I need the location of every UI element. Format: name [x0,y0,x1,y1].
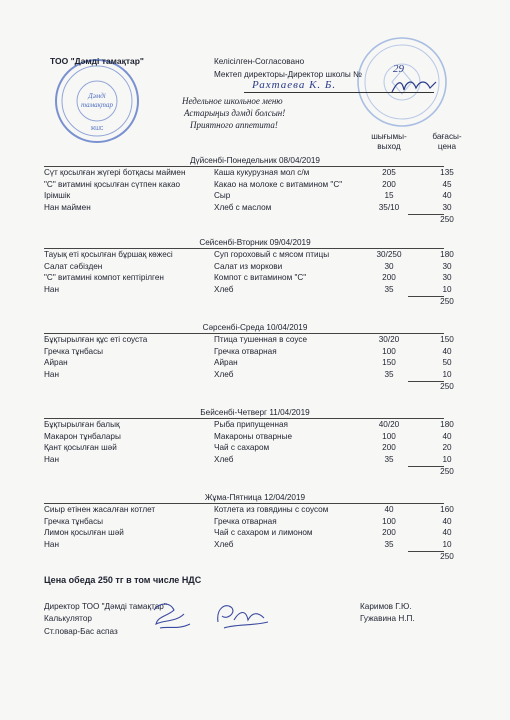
day-total: 250 [440,215,454,225]
dish-price: 180 [440,250,454,259]
dish-output: 40/20 [378,420,400,429]
dish-name-kz: "С" витамині қосылған сүтпен какао [44,179,181,189]
calculator-signature [150,600,194,634]
day-title-underline [44,418,444,419]
dish-name-ru: Гречка отварная [214,516,277,526]
menu-title: Недельное школьное меню [182,96,283,106]
day-title-underline [44,503,444,504]
company-stamp [54,58,140,144]
dish-name-ru: Сыр [214,191,231,201]
school-number: 29 [393,63,404,75]
dish-name-kz: Лимон қосылған шәй [44,528,124,538]
dish-output: 35 [384,369,394,379]
day-title-underline [44,166,444,167]
menu-wish-ru: Приятного аппетита! [190,120,278,130]
dish-name-ru: Птица тушенная в соусе [214,335,308,344]
dish-output: 100 [382,516,396,526]
dish-name-ru: Чай с сахаром [214,443,270,453]
dish-name-kz: Нан маймен [44,202,91,212]
menu-wish-kz: Астарыңыз дәмді болсын! [184,108,286,118]
dish-price: 30 [442,261,452,271]
dish-output: 150 [382,358,396,368]
dish-name-kz: Нан [44,284,59,294]
dish-output: 35 [384,284,394,294]
dish-name-kz: Салат сәбізден [44,261,103,271]
dish-name-ru: Чай с сахаром и лимоном [214,528,313,538]
dish-output: 30 [384,261,394,271]
dish-name-kz: Айран [44,358,68,368]
dish-name-kz: Макарон тұнбалары [44,431,121,441]
dish-price: 40 [442,191,452,201]
dish-price: 50 [442,358,452,368]
dish-price: 40 [442,431,452,441]
price-note: Цена обеда 250 тг в том числе НДС [44,575,202,585]
svg-text:ЖШС: ЖШС [90,126,104,132]
dish-output: 40 [384,505,394,514]
dish-output: 35/10 [378,202,400,212]
company-name: ТОО "Дәмді тамақтар" [50,56,144,66]
day-title-underline [44,333,444,334]
dish-output: 15 [384,191,394,201]
dish-output: 200 [382,273,396,283]
director-line: Мектеп директоры-Директор школы № [214,70,362,79]
dish-price: 10 [442,454,452,464]
dish-name-ru: Хлеб [214,454,234,464]
dish-name-kz: Сүт қосылған жүгері ботқасы маймен [44,168,186,177]
dish-name-kz: Тауық еті қосылған бұршақ көжесі [44,250,173,259]
dish-output: 100 [382,346,396,356]
day-title: Сейсенбі-Вторник 09/04/2019 [199,238,311,247]
dish-name-ru: Гречка отварная [214,346,277,356]
dish-price: 180 [440,420,454,429]
day-total: 250 [440,467,454,477]
dish-name-ru: Хлеб [214,369,234,379]
dish-name-kz: Гречка тұнбасы [44,516,104,526]
director-footer-signature [212,598,270,634]
day-total: 250 [440,297,454,307]
dish-name-kz: Гречка тұнбасы [44,346,104,356]
dish-price: 30 [442,202,452,212]
dish-output: 205 [382,168,396,177]
day-title: Сәрсенбі-Среда 10/04/2019 [202,323,308,332]
dish-price: 135 [440,168,454,177]
dish-name-ru: Суп гороховый с мясом птицы [214,250,330,259]
svg-text:Дәмді: Дәмді [88,92,106,100]
dish-price: 40 [442,346,452,356]
day-title-underline [44,248,444,249]
dish-name-ru: Салат из моркови [214,261,283,271]
dish-price: 40 [442,528,452,538]
dish-name-ru: Компот с витамином "С" [214,273,307,283]
dish-name-kz: Нан [44,369,59,379]
footer-calculator-name: Гужавина Н.П. [360,614,415,623]
dish-output: 200 [382,443,396,453]
dish-price: 10 [442,539,452,549]
footer-calculator-label: Калькулятор [44,614,92,623]
day-total: 250 [440,382,454,392]
dish-name-ru: Макароны отварные [214,431,293,441]
agreed-label: Келісілген-Согласовано [214,57,305,66]
footer-director-name: Каримов Г.Ю. [360,602,412,611]
dish-output: 100 [382,431,396,441]
svg-text:тамақтар: тамақтар [80,101,114,109]
dish-name-ru: Хлеб с маслом [214,202,272,212]
day-title: Жұма-Пятница 12/04/2019 [204,493,306,502]
dish-output: 30/250 [376,250,402,259]
column-price: бағасы- цена [432,132,462,151]
director-handwritten-name: Рахтаева К. Б. [252,79,337,91]
dish-output: 30/20 [378,335,400,344]
dish-price: 10 [442,284,452,294]
dish-name-kz: Қант қосылған шәй [44,443,117,453]
dish-price: 45 [442,179,452,189]
day-title: Дүйсенбі-Понедельник 08/04/2019 [190,156,320,165]
dish-output: 200 [382,179,396,189]
footer-director-label: Директор ТОО "Дәмді тамақтар" [44,602,167,611]
dish-output: 35 [384,454,394,464]
dish-name-kz: Сиыр етінен жасалған котлет [44,505,156,514]
dish-name-ru: Какао на молоке с витамином "С" [214,179,343,189]
dish-name-ru: Айран [214,358,238,368]
footer-chef-label: Ст.повар-Бас аспаз [44,627,118,636]
dish-price: 10 [442,369,452,379]
dish-name-ru: Рыба припущенная [214,420,288,429]
dish-price: 160 [440,505,454,514]
dish-name-ru: Хлеб [214,539,234,549]
dish-name-kz: "С" витамині компот кептірілген [44,273,164,283]
dish-name-kz: Ірімшік [44,191,71,201]
dish-name-kz: Нан [44,539,59,549]
dish-output: 200 [382,528,396,538]
dish-price: 30 [442,273,452,283]
dish-price: 20 [442,443,452,453]
dish-output: 35 [384,539,394,549]
director-signature [390,76,438,96]
dish-name-kz: Бұқтырылған балық [44,420,120,429]
column-output: шығымы- выход [371,132,407,151]
dish-price: 40 [442,516,452,526]
dish-name-ru: Хлеб [214,284,234,294]
dish-price: 150 [440,335,454,344]
dish-name-ru: Каша кукурузная мол с/м [214,168,310,177]
day-title: Бейсенбі-Четверг 11/04/2019 [200,408,310,417]
day-total: 250 [440,552,454,562]
dish-name-kz: Нан [44,454,59,464]
dish-name-ru: Котлета из говядины с соусом [214,505,329,514]
dish-name-kz: Бұқтырылған құс еті соуста [44,335,148,344]
